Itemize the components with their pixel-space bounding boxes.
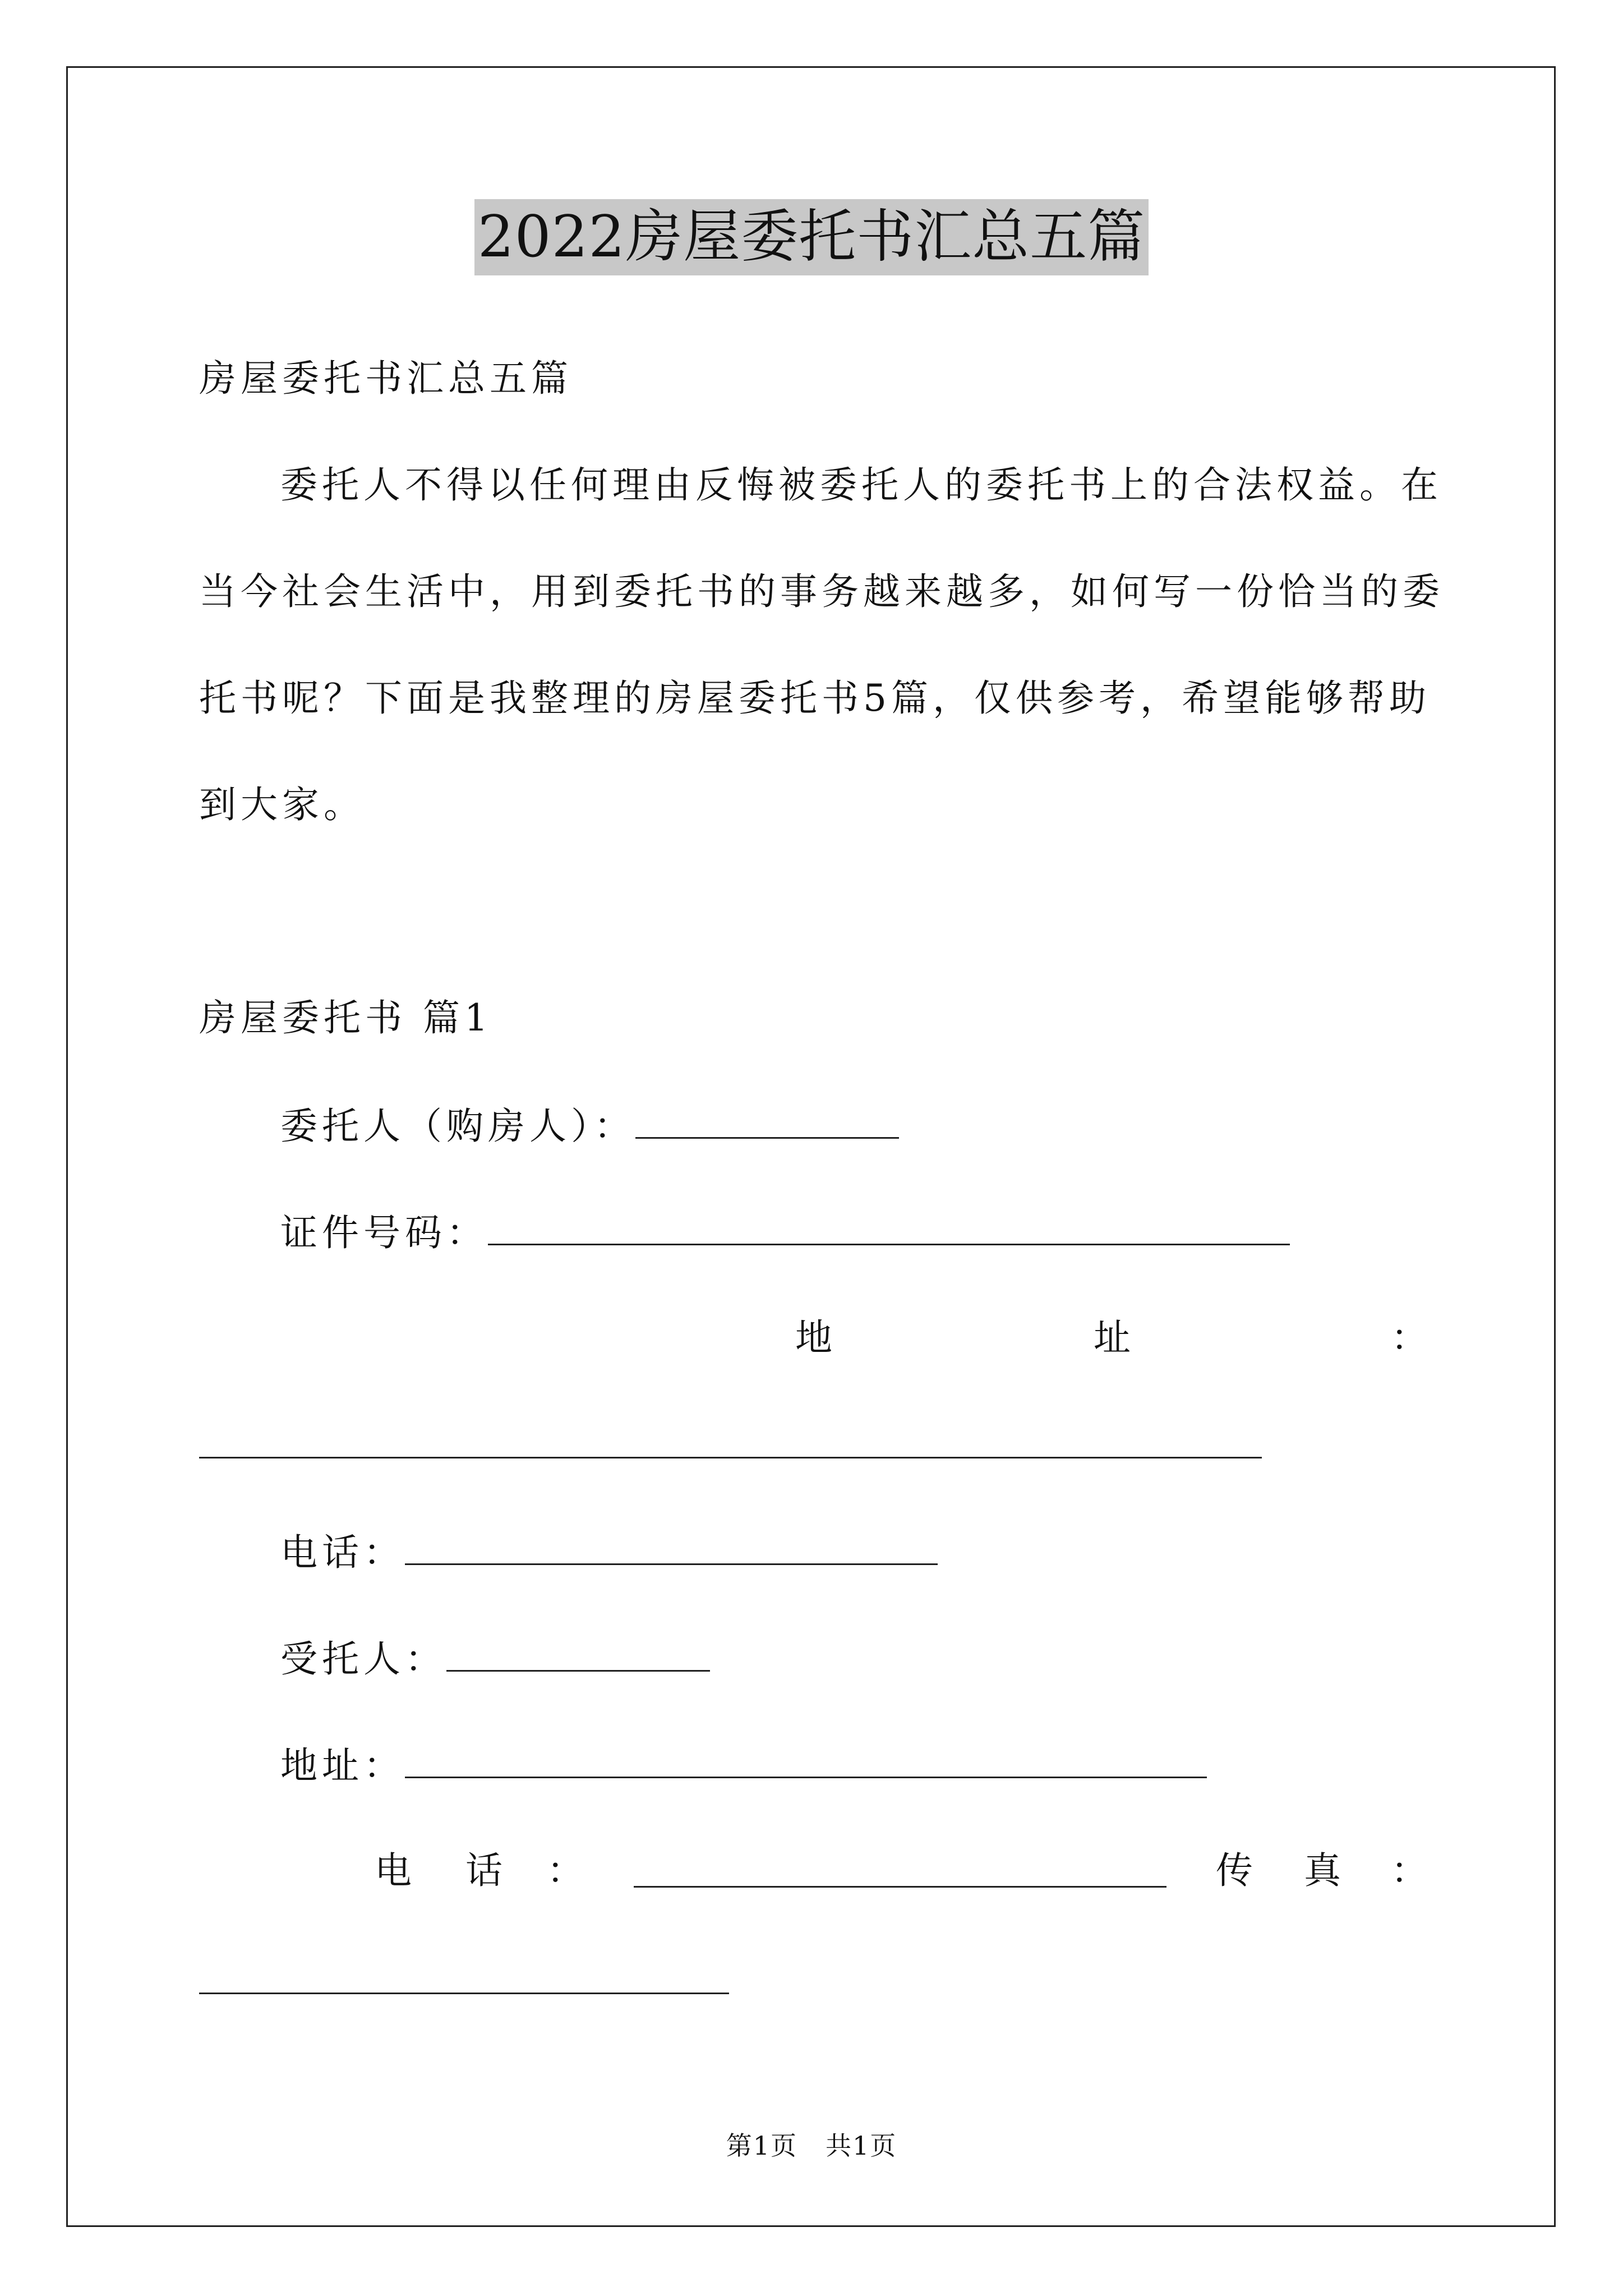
- page-footer: [0, 2129, 1623, 2162]
- agent-address-blank: [405, 1742, 1207, 1778]
- id-number-field: [280, 1209, 1290, 1255]
- address-char-2: 址: [1094, 1316, 1131, 1359]
- phone-blank: [405, 1529, 938, 1565]
- agent-label: 受托人：: [280, 1637, 446, 1681]
- agent-address-label: 地址：: [280, 1744, 405, 1787]
- phone-field: [280, 1529, 938, 1575]
- page-total: 共1页: [826, 2131, 897, 2161]
- subtitle: 房屋委托书汇总五篇: [199, 357, 573, 400]
- agent-fax-char-1: 传: [1216, 1849, 1253, 1892]
- section-heading: 房屋委托书 篇1: [199, 996, 492, 1039]
- agent-phone-char-3: ：: [547, 1849, 584, 1892]
- page-current: 第1页: [726, 2131, 797, 2161]
- intro-line-4: 到大家。: [199, 783, 365, 826]
- address-blank: [199, 1457, 1262, 1458]
- address-char-3: ：: [1391, 1316, 1428, 1359]
- agent-fax-char-3: ：: [1391, 1849, 1428, 1892]
- agent-phone-char-1: 电: [375, 1849, 412, 1892]
- title-container: [0, 199, 1623, 275]
- principal-label: 委托人（购房人）：: [280, 1105, 635, 1148]
- principal-blank: [635, 1102, 899, 1139]
- agent-phone-char-2: 话: [465, 1849, 502, 1892]
- intro-line-3: 托书呢？下面是我整理的房屋委托书5篇，仅供参考，希望能够帮助: [199, 677, 1431, 720]
- phone-label: 电话：: [280, 1531, 405, 1574]
- id-number-blank: [488, 1209, 1290, 1245]
- principal-field: [280, 1102, 899, 1149]
- agent-fax-blank: [199, 1993, 729, 1994]
- agent-blank: [446, 1635, 710, 1672]
- document-title: 2022房屋委托书汇总五篇: [474, 199, 1149, 275]
- intro-line-1: 委托人不得以任何理由反悔被委托人的委托书上的合法权益。在: [280, 463, 1442, 507]
- id-number-label: 证件号码：: [280, 1211, 488, 1254]
- agent-field: [280, 1635, 710, 1682]
- agent-fax-char-2: 真: [1304, 1849, 1341, 1892]
- intro-line-2: 当今社会生活中，用到委托书的事务越来越多，如何写一份恰当的委: [199, 570, 1444, 613]
- agent-phone-blank: [634, 1886, 1166, 1888]
- agent-address-field: [280, 1742, 1207, 1788]
- address-char-1: 地: [795, 1316, 832, 1359]
